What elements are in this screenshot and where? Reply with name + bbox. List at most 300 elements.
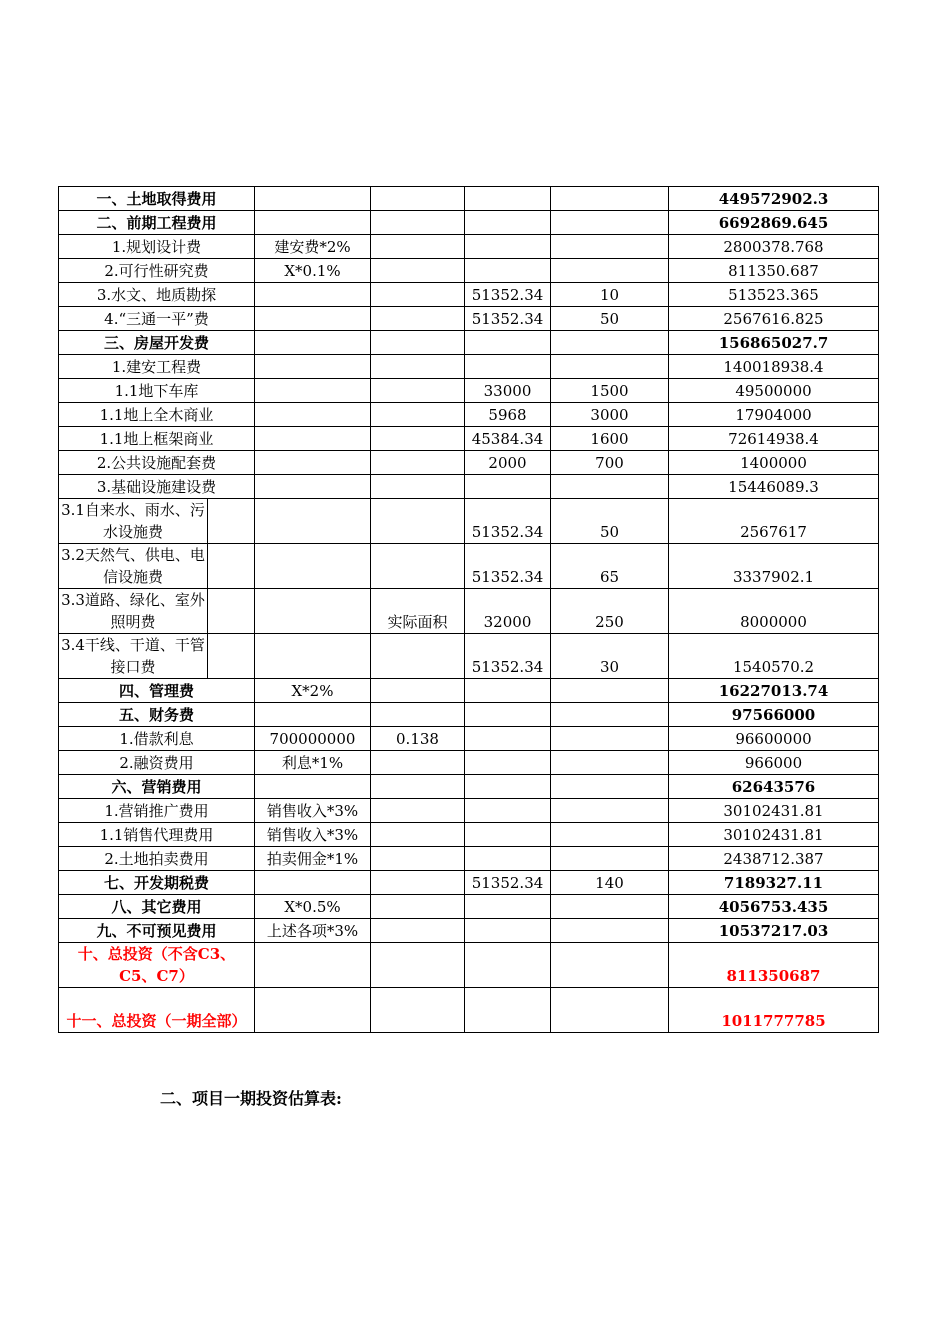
cell-text: 140018938.4 <box>723 358 824 376</box>
cell-text: 上述各项*3% <box>266 922 359 940</box>
cell-text: 65 <box>599 568 620 586</box>
cell-area <box>465 259 551 283</box>
cell-name <box>59 943 255 988</box>
cell-price <box>551 727 669 751</box>
cell-name <box>59 259 255 283</box>
table-row <box>59 451 879 475</box>
cell-area <box>465 475 551 499</box>
cell-basis <box>255 895 371 919</box>
cell-c3 <box>371 283 465 307</box>
cell-text: 51352.34 <box>471 286 544 304</box>
table-row <box>59 943 879 988</box>
table-row <box>59 679 879 703</box>
cell-c3 <box>371 235 465 259</box>
cell-price <box>551 259 669 283</box>
cell-price <box>551 379 669 403</box>
cell-basis <box>255 499 371 544</box>
cell-total <box>669 751 879 775</box>
cell-area <box>465 847 551 871</box>
cell-name <box>59 847 255 871</box>
cell-area <box>465 235 551 259</box>
cell-text: 3.1自来水、雨水、污水设施费 <box>61 501 205 541</box>
cell-c3 <box>371 679 465 703</box>
cell-price <box>551 919 669 943</box>
cell-price <box>551 187 669 211</box>
cell-price <box>551 895 669 919</box>
cell-text: 449572902.3 <box>718 190 829 208</box>
cell-price <box>551 589 669 634</box>
cell-basis <box>255 919 371 943</box>
investment-table <box>58 186 879 1033</box>
cell-text: 十、总投资（不含C3、C5、C7） <box>77 945 236 985</box>
cell-area <box>465 988 551 1033</box>
cell-total <box>669 283 879 307</box>
cell-area <box>465 919 551 943</box>
cell-c3 <box>371 589 465 634</box>
cell-basis <box>255 703 371 727</box>
cell-text: 2.融资费用 <box>119 754 194 772</box>
cell-name <box>59 589 255 634</box>
cell-total <box>669 403 879 427</box>
cell-basis <box>255 235 371 259</box>
cell-area <box>465 589 551 634</box>
cell-text: 十一、总投资（一期全部） <box>66 1012 247 1030</box>
cell-c3 <box>371 703 465 727</box>
cell-total <box>669 499 879 544</box>
cell-name <box>59 187 255 211</box>
table-row <box>59 475 879 499</box>
cell-name <box>59 331 255 355</box>
cell-text: 八、其它费用 <box>111 898 202 916</box>
cell-text: 1.营销推广费用 <box>104 802 209 820</box>
cell-price <box>551 451 669 475</box>
cell-basis <box>255 475 371 499</box>
cell-text: 建安费*2% <box>274 238 351 256</box>
table-row <box>59 751 879 775</box>
cell-area <box>465 331 551 355</box>
cell-text: 实际面积 <box>387 613 448 631</box>
table-row <box>59 775 879 799</box>
investment-table-body <box>59 187 879 1033</box>
cell-text: 16227013.74 <box>718 682 829 700</box>
cell-total <box>669 355 879 379</box>
cell-text: 1.1销售代理费用 <box>99 826 214 844</box>
cell-name <box>59 775 255 799</box>
cell-text: 1.1地下车库 <box>114 382 199 400</box>
cell-text: 1.1地上全木商业 <box>99 406 214 424</box>
cell-text: 1.1地上框架商业 <box>99 430 214 448</box>
cell-basis <box>255 211 371 235</box>
cell-total <box>669 823 879 847</box>
cell-basis <box>255 307 371 331</box>
cell-c3 <box>371 919 465 943</box>
cell-c3 <box>371 544 465 589</box>
table-row <box>59 379 879 403</box>
cell-text: 72614938.4 <box>728 430 819 448</box>
cell-c3 <box>371 727 465 751</box>
cell-name <box>59 427 255 451</box>
cell-price <box>551 988 669 1033</box>
cell-total <box>669 895 879 919</box>
cell-area <box>465 799 551 823</box>
table-row <box>59 259 879 283</box>
cell-area <box>465 427 551 451</box>
cell-total <box>669 943 879 988</box>
cell-text: 700000000 <box>269 730 356 748</box>
table-row <box>59 919 879 943</box>
cell-price <box>551 823 669 847</box>
cell-text: 513523.365 <box>728 286 819 304</box>
cell-area <box>465 751 551 775</box>
cell-text: 10 <box>599 286 620 304</box>
cell-basis <box>255 259 371 283</box>
cell-basis <box>255 799 371 823</box>
cell-text: 8000000 <box>740 613 807 631</box>
cell-text: 2.公共设施配套费 <box>96 454 217 472</box>
cell-text: 三、房屋开发费 <box>103 334 209 352</box>
cell-area <box>465 895 551 919</box>
cell-text: 33000 <box>483 382 532 400</box>
cell-name <box>59 871 255 895</box>
cell-text: 140 <box>595 874 624 892</box>
cell-text: X*0.1% <box>284 262 341 280</box>
cell-total <box>669 235 879 259</box>
cell-name <box>59 727 255 751</box>
table-row <box>59 499 879 544</box>
cell-basis <box>255 823 371 847</box>
cell-c3 <box>371 379 465 403</box>
cell-text: 销售收入*3% <box>266 826 359 844</box>
cell-text: 1600 <box>590 430 629 448</box>
cell-name <box>59 703 255 727</box>
cell-c3 <box>371 871 465 895</box>
table-row <box>59 727 879 751</box>
cell-text: 51352.34 <box>471 658 544 676</box>
cell-text: 2.土地拍卖费用 <box>104 850 209 868</box>
cell-text: 7189327.11 <box>723 874 824 892</box>
cell-price <box>551 703 669 727</box>
cell-area <box>465 871 551 895</box>
cell-text: 62643576 <box>731 778 816 796</box>
cell-c3 <box>371 895 465 919</box>
table-row <box>59 355 879 379</box>
cell-total <box>669 988 879 1033</box>
cell-text: 30102431.81 <box>723 826 824 844</box>
table-row <box>59 307 879 331</box>
cell-price <box>551 634 669 679</box>
cell-text: 250 <box>595 613 624 631</box>
cell-total <box>669 211 879 235</box>
cell-text: 51352.34 <box>471 874 544 892</box>
cell-text: 5968 <box>488 406 527 424</box>
cell-text: 30102431.81 <box>723 802 824 820</box>
cell-price <box>551 799 669 823</box>
cell-text: 30 <box>599 658 620 676</box>
cell-text: 811350.687 <box>728 262 819 280</box>
cell-text: 二、前期工程费用 <box>96 214 217 232</box>
table-row <box>59 427 879 451</box>
cell-name <box>59 283 255 307</box>
table-row <box>59 988 879 1033</box>
cell-total <box>669 544 879 589</box>
cell-c3 <box>371 943 465 988</box>
cell-area <box>465 451 551 475</box>
cell-c3 <box>371 751 465 775</box>
cell-total <box>669 331 879 355</box>
cell-basis <box>255 775 371 799</box>
cell-basis <box>255 988 371 1033</box>
cell-total <box>669 847 879 871</box>
cell-text: 10537217.03 <box>718 922 829 940</box>
cell-name <box>59 799 255 823</box>
table-row <box>59 211 879 235</box>
cell-c3 <box>371 775 465 799</box>
cell-text: 1500 <box>590 382 629 400</box>
cell-text: 6692869.645 <box>718 214 829 232</box>
cell-text: 49500000 <box>735 382 812 400</box>
cell-c3 <box>371 211 465 235</box>
cell-total <box>669 259 879 283</box>
cell-text: 51352.34 <box>471 310 544 328</box>
table-row <box>59 703 879 727</box>
cell-basis <box>255 427 371 451</box>
cell-basis <box>255 451 371 475</box>
table-row <box>59 283 879 307</box>
cell-name <box>59 307 255 331</box>
cell-price <box>551 544 669 589</box>
table-row <box>59 187 879 211</box>
table-row <box>59 847 879 871</box>
cell-basis <box>255 544 371 589</box>
cell-total <box>669 727 879 751</box>
cell-text: 七、开发期税费 <box>103 874 209 892</box>
cell-basis <box>255 403 371 427</box>
cell-text: 一、土地取得费用 <box>96 190 217 208</box>
cell-name <box>59 751 255 775</box>
cell-c3 <box>371 475 465 499</box>
cell-text: 3.基础设施建设费 <box>96 478 217 496</box>
cell-price <box>551 211 669 235</box>
cell-basis <box>255 589 371 634</box>
cell-total <box>669 799 879 823</box>
cell-area <box>465 943 551 988</box>
cell-price <box>551 943 669 988</box>
cell-c3 <box>371 847 465 871</box>
cell-text: 销售收入*3% <box>266 802 359 820</box>
cell-name <box>59 379 255 403</box>
table-row <box>59 799 879 823</box>
table-row <box>59 331 879 355</box>
cell-name <box>59 823 255 847</box>
cell-basis <box>255 331 371 355</box>
cell-total <box>669 634 879 679</box>
cell-text: 五、财务费 <box>118 706 194 724</box>
cell-text: 3.3道路、绿化、室外照明费 <box>61 591 205 631</box>
cell-price <box>551 355 669 379</box>
cell-total <box>669 871 879 895</box>
cell-area <box>465 499 551 544</box>
cell-c3 <box>371 451 465 475</box>
cell-text: 1.借款利息 <box>119 730 194 748</box>
cell-text: 50 <box>599 523 620 541</box>
cell-name <box>59 634 255 679</box>
table-row <box>59 235 879 259</box>
cell-c3 <box>371 634 465 679</box>
cell-text: 1011777785 <box>721 1012 826 1030</box>
cell-text: 45384.34 <box>471 430 544 448</box>
cell-text: X*2% <box>291 682 334 700</box>
table-row <box>59 589 879 634</box>
cell-total <box>669 307 879 331</box>
cell-text: 17904000 <box>735 406 812 424</box>
cell-basis <box>255 187 371 211</box>
cell-price <box>551 751 669 775</box>
cell-area <box>465 634 551 679</box>
cell-basis <box>255 751 371 775</box>
cell-name <box>59 403 255 427</box>
cell-name <box>59 355 255 379</box>
cell-name <box>59 919 255 943</box>
cell-area <box>465 355 551 379</box>
cell-area <box>465 187 551 211</box>
cell-text: 1540570.2 <box>732 658 815 676</box>
cell-text: 2.可行性研究费 <box>104 262 209 280</box>
cell-name <box>59 544 255 589</box>
table-row <box>59 403 879 427</box>
cell-area <box>465 823 551 847</box>
cell-name <box>59 499 255 544</box>
cell-area <box>465 307 551 331</box>
cell-basis <box>255 283 371 307</box>
cell-name <box>59 679 255 703</box>
cell-text: 2567616.825 <box>723 310 824 328</box>
cell-name <box>59 475 255 499</box>
cell-basis <box>255 943 371 988</box>
cell-c3 <box>371 403 465 427</box>
cell-text: 3.2天然气、供电、电信设施费 <box>61 546 205 586</box>
cell-text: 2800378.768 <box>723 238 824 256</box>
cell-text: 700 <box>595 454 624 472</box>
cell-basis <box>255 379 371 403</box>
cell-price <box>551 235 669 259</box>
table-row <box>59 895 879 919</box>
cell-text: 2000 <box>488 454 527 472</box>
table-row <box>59 823 879 847</box>
cell-c3 <box>371 187 465 211</box>
cell-price <box>551 427 669 451</box>
cell-total <box>669 379 879 403</box>
cell-total <box>669 451 879 475</box>
cell-text: 3337902.1 <box>732 568 815 586</box>
cell-area <box>465 403 551 427</box>
cell-text: 九、不可预见费用 <box>96 922 217 940</box>
cell-name <box>59 451 255 475</box>
cell-text: 拍卖佣金*1% <box>266 850 359 868</box>
section-caption: 二、项目一期投资估算表: <box>160 1089 342 1108</box>
cell-area <box>465 775 551 799</box>
cell-total <box>669 475 879 499</box>
cell-total <box>669 187 879 211</box>
cell-total <box>669 703 879 727</box>
cell-text: 2438712.387 <box>723 850 824 868</box>
cell-text: 3.水文、地质勘探 <box>96 286 217 304</box>
cell-text: 32000 <box>483 613 532 631</box>
cell-area <box>465 679 551 703</box>
cell-name <box>59 211 255 235</box>
cell-text: 15446089.3 <box>728 478 819 496</box>
cell-text: 4056753.435 <box>718 898 829 916</box>
cell-price <box>551 499 669 544</box>
cell-price <box>551 679 669 703</box>
cell-text: 四、管理费 <box>118 682 194 700</box>
cell-text: X*0.5% <box>284 898 341 916</box>
cell-text: 3000 <box>590 406 629 424</box>
cell-text: 利息*1% <box>281 754 344 772</box>
cell-c3 <box>371 499 465 544</box>
cell-price <box>551 475 669 499</box>
cell-name <box>59 988 255 1033</box>
table-row <box>59 544 879 589</box>
cell-text: 六、营销费用 <box>111 778 202 796</box>
cell-total <box>669 775 879 799</box>
cell-area <box>465 703 551 727</box>
cell-c3 <box>371 988 465 1033</box>
cell-c3 <box>371 307 465 331</box>
cell-text: 2567617 <box>740 523 807 541</box>
cell-text: 51352.34 <box>471 523 544 541</box>
cell-price <box>551 307 669 331</box>
table-row <box>59 871 879 895</box>
cell-price <box>551 775 669 799</box>
cell-price <box>551 331 669 355</box>
cell-area <box>465 727 551 751</box>
cell-c3 <box>371 331 465 355</box>
cell-text: 4.“三通一平”费 <box>104 310 209 328</box>
cell-text: 156865027.7 <box>718 334 829 352</box>
cell-c3 <box>371 799 465 823</box>
cell-area <box>465 283 551 307</box>
table-row <box>59 634 879 679</box>
cell-name <box>59 895 255 919</box>
cell-area <box>465 211 551 235</box>
cell-text: 97566000 <box>731 706 816 724</box>
cell-text: 1.规划设计费 <box>111 238 202 256</box>
cell-total <box>669 589 879 634</box>
cell-price <box>551 283 669 307</box>
cell-total <box>669 679 879 703</box>
cell-area <box>465 379 551 403</box>
cell-basis <box>255 847 371 871</box>
cell-text: 96600000 <box>735 730 812 748</box>
cell-total <box>669 427 879 451</box>
cell-c3 <box>371 427 465 451</box>
cell-basis <box>255 634 371 679</box>
cell-text: 50 <box>599 310 620 328</box>
cell-price <box>551 847 669 871</box>
cell-basis <box>255 871 371 895</box>
cell-text: 0.138 <box>396 730 439 748</box>
cell-name <box>59 235 255 259</box>
cell-text: 966000 <box>744 754 803 772</box>
cell-c3 <box>371 259 465 283</box>
cell-basis <box>255 355 371 379</box>
cell-price <box>551 403 669 427</box>
cell-price <box>551 871 669 895</box>
cell-basis <box>255 727 371 751</box>
cell-basis <box>255 679 371 703</box>
cell-text: 1.建安工程费 <box>111 358 202 376</box>
cell-text: 1400000 <box>740 454 807 472</box>
